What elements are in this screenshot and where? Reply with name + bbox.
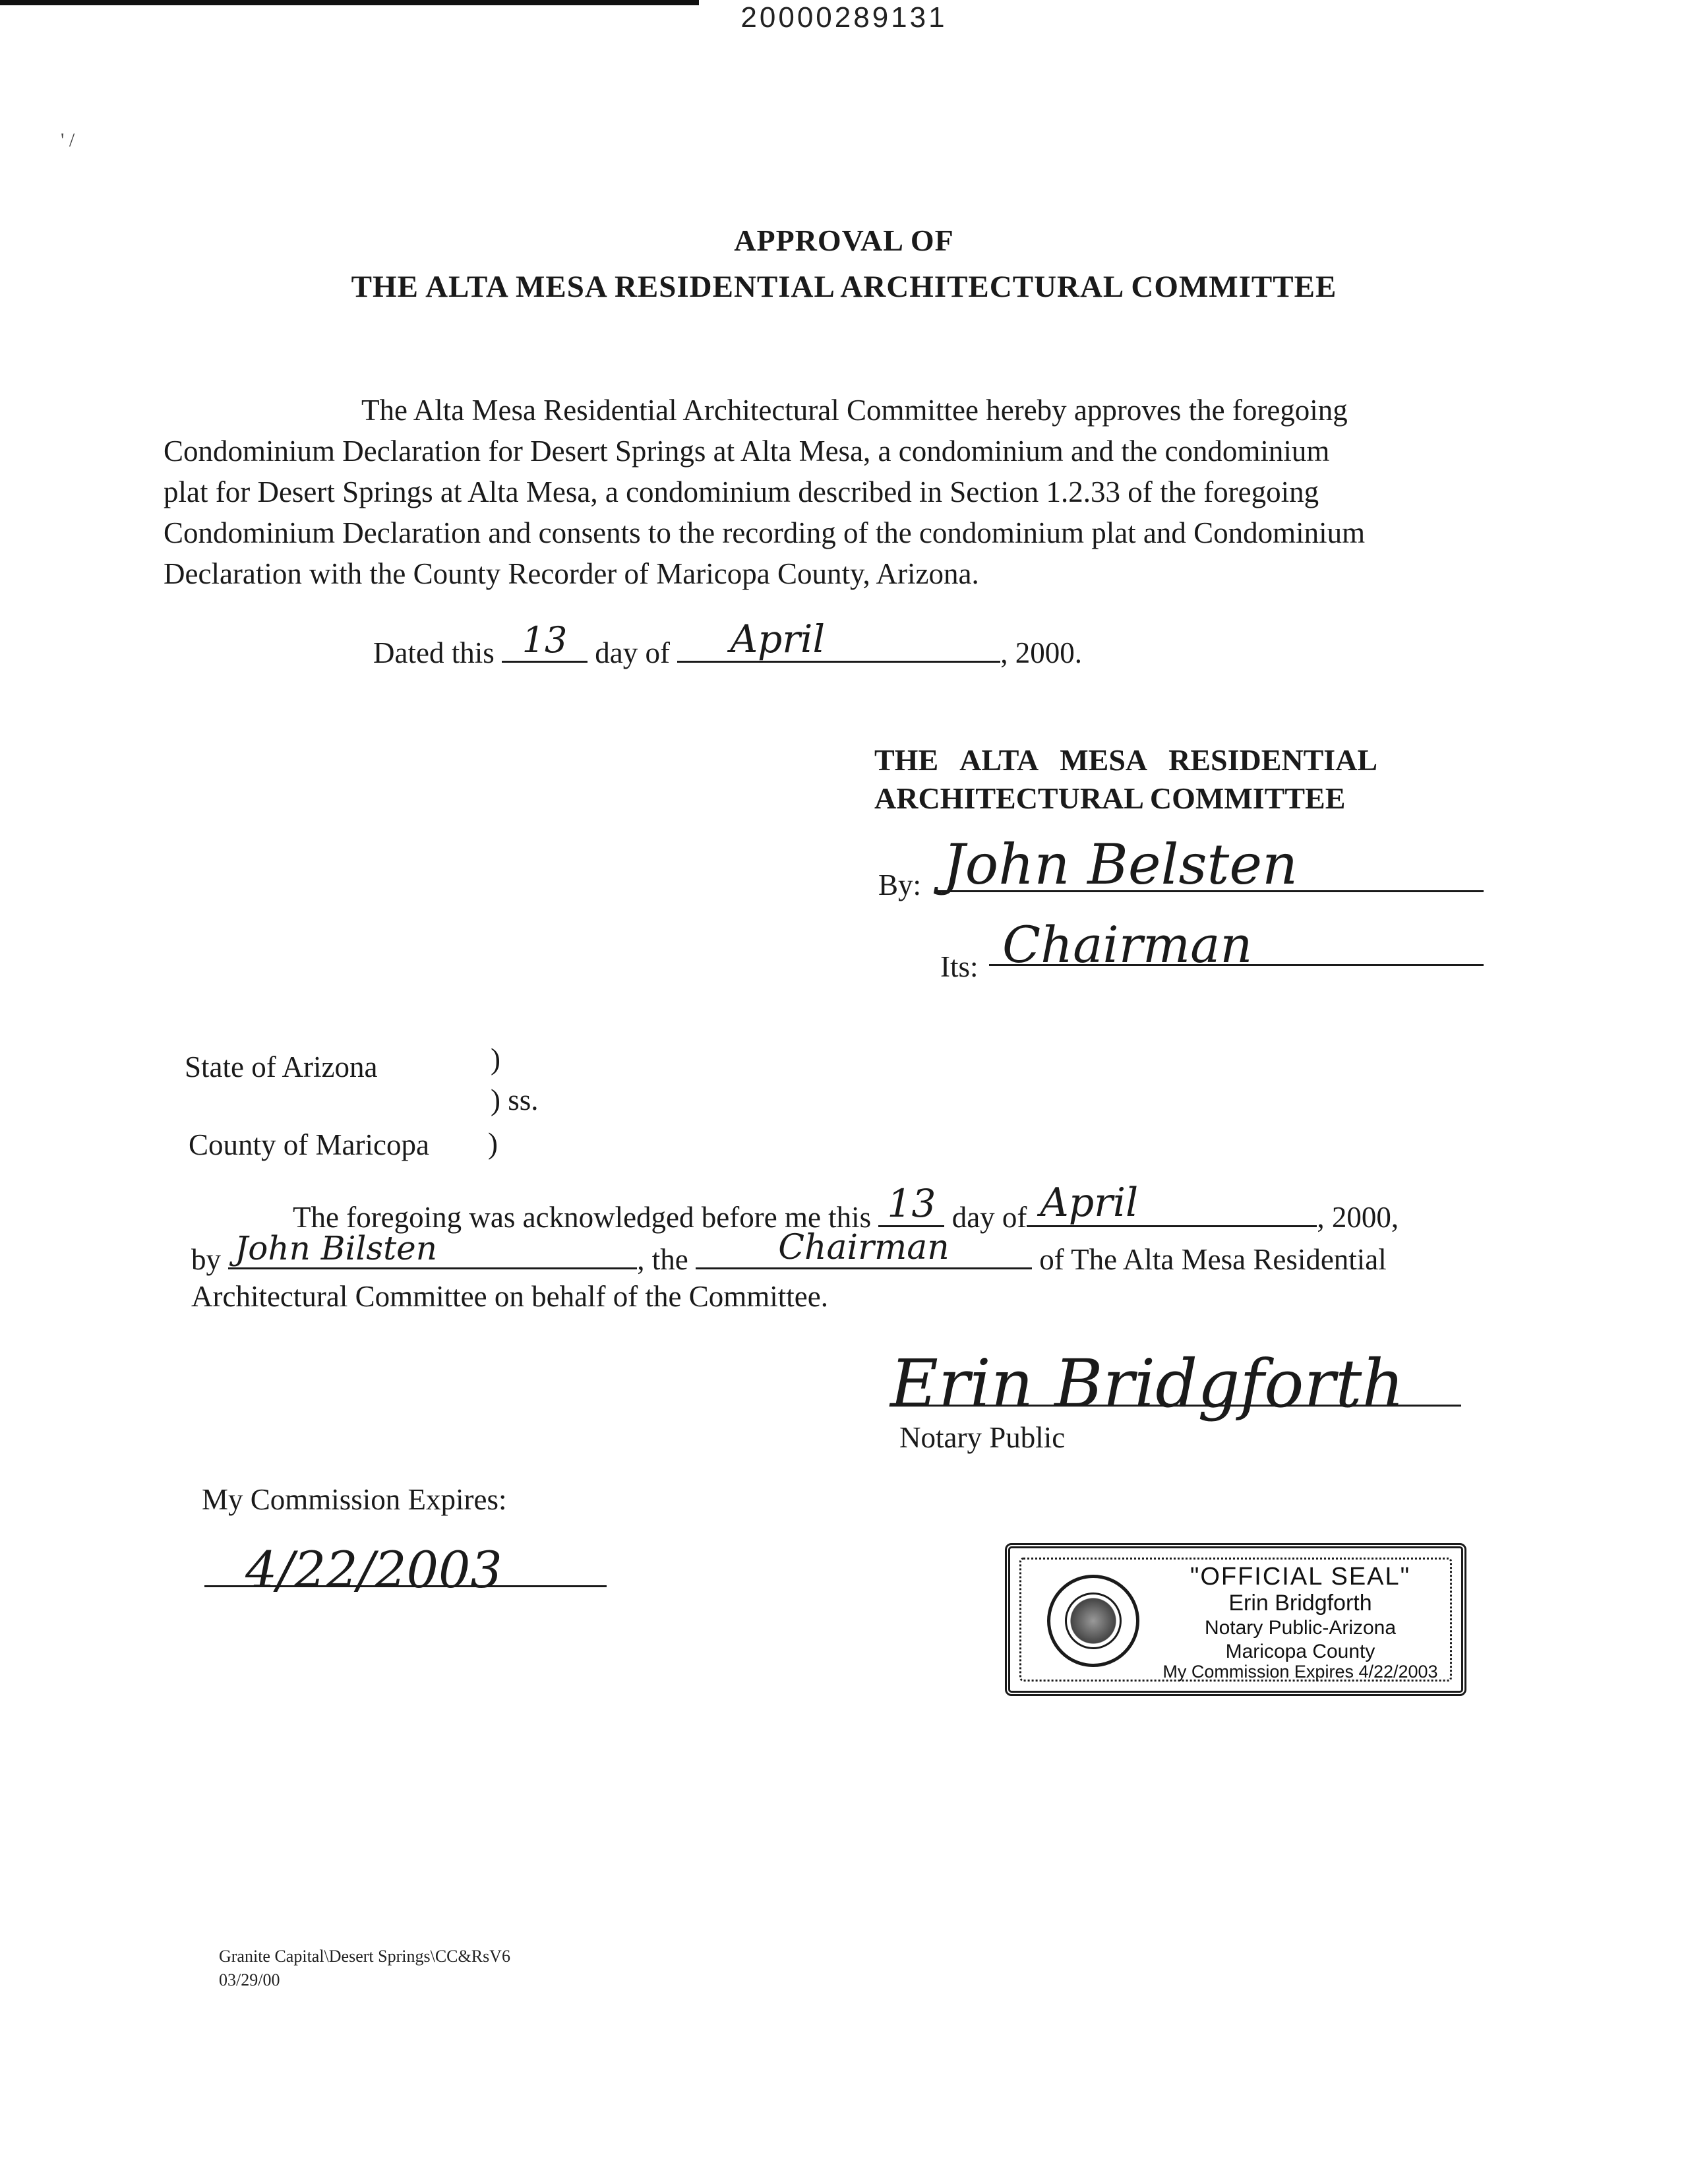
dated-line [373,617,1082,669]
seal-line-4: Maricopa County [1225,1641,1375,1662]
ack-day-field [878,1181,944,1227]
dated-month-handwritten: April [730,617,826,661]
dated-suffix: , 2000. [1000,636,1082,669]
ack-line-2 [191,1228,1387,1276]
commission-date-line [204,1585,607,1587]
by-label: By: [878,868,922,901]
document-number: 20000289131 [740,1,948,34]
ack-line-3: Architectural Committee on behalf of the Committee. [191,1280,828,1313]
title-line-1: APPROVAL OF [734,224,954,257]
scan-specks: ' / [61,129,75,151]
ack-of-text: of The Alta Mesa Residential [1039,1243,1387,1276]
ack-year: , 2000, [1317,1201,1399,1234]
dated-middle: day of [595,636,670,669]
committee-name-line-2: ARCHITECTURAL COMMITTEE [874,781,1346,815]
ack-by-label: by [191,1243,221,1276]
venue-paren-1: ) [491,1043,500,1076]
seal-line-3: Notary Public-Arizona [1204,1617,1397,1639]
ack-title-field [696,1228,1032,1269]
body-line-5: Declaration with the County Recorder of Maricopa County, Arizona. [164,557,979,590]
body-line-4: Condominium Declaration and consents to the recording of the condominium plat and Condominium [164,516,1366,549]
commission-label: My Commission Expires: [202,1483,507,1516]
notary-signature-line [894,1405,1461,1407]
dated-day-field [502,619,588,663]
commission-date-handwritten: 4/22/2003 [245,1540,502,1599]
seal-line-1: "OFFICIAL SEAL" [1190,1563,1411,1591]
ack-prefix: The foregoing was acknowledged before me this [293,1201,872,1234]
venue-paren-2: ) [488,1127,498,1160]
body-line-1: The Alta Mesa Residential Architectural Committee hereby approves the foregoing [361,394,1348,427]
dated-day-handwritten: 13 [522,619,568,661]
venue-county: County of Maricopa [189,1128,429,1161]
dated-month-field [677,617,1000,663]
by-signature: John Belsten [943,832,1298,897]
seal-line-5: My Commission Expires 4/22/2003 [1162,1662,1438,1682]
committee-name-line-1: THE ALTA MESA RESIDENTIAL [874,743,1378,777]
seal-line-2: Erin Bridgforth [1228,1591,1372,1616]
dated-prefix: Dated this [373,636,495,669]
ack-name-field [228,1229,637,1269]
title-line-2: THE ALTA MESA RESIDENTIAL ARCHITECTURAL COMMITTEE [351,270,1337,304]
official-seal-stamp [1005,1543,1466,1696]
ack-day-handwritten: 13 [887,1181,936,1226]
body-line-3: plat for Desert Springs at Alta Mesa, a condominium described in Section 1.2.33 of the foregoing [164,475,1319,508]
notary-label: Notary Public [899,1421,1066,1454]
venue-state: State of Arizona [185,1050,378,1083]
ack-the-label: , the [637,1243,688,1276]
ack-month-field [1027,1180,1317,1227]
ack-month-handwritten: April [1040,1180,1139,1226]
venue-ss: ) ss. [491,1083,539,1116]
footer-file-path: Granite Capital\Desert Springs\CC&RsV6 [219,1947,510,1966]
its-handwritten: Chairman [1002,915,1253,974]
footer-date: 03/29/00 [219,1970,280,1989]
body-line-2: Condominium Declaration for Desert Springs at Alta Mesa, a condominium and the condominium [164,435,1330,468]
arizona-seal-emblem-icon [1047,1575,1139,1667]
ack-middle: day of [951,1201,1027,1234]
ack-title-handwritten: Chairman [778,1228,950,1267]
seal-emblem-center [1065,1592,1122,1649]
ack-name-handwritten: John Bilsten [235,1229,437,1267]
notary-signature: Erin Bridgforth [890,1345,1404,1422]
its-label: Its: [940,950,979,983]
